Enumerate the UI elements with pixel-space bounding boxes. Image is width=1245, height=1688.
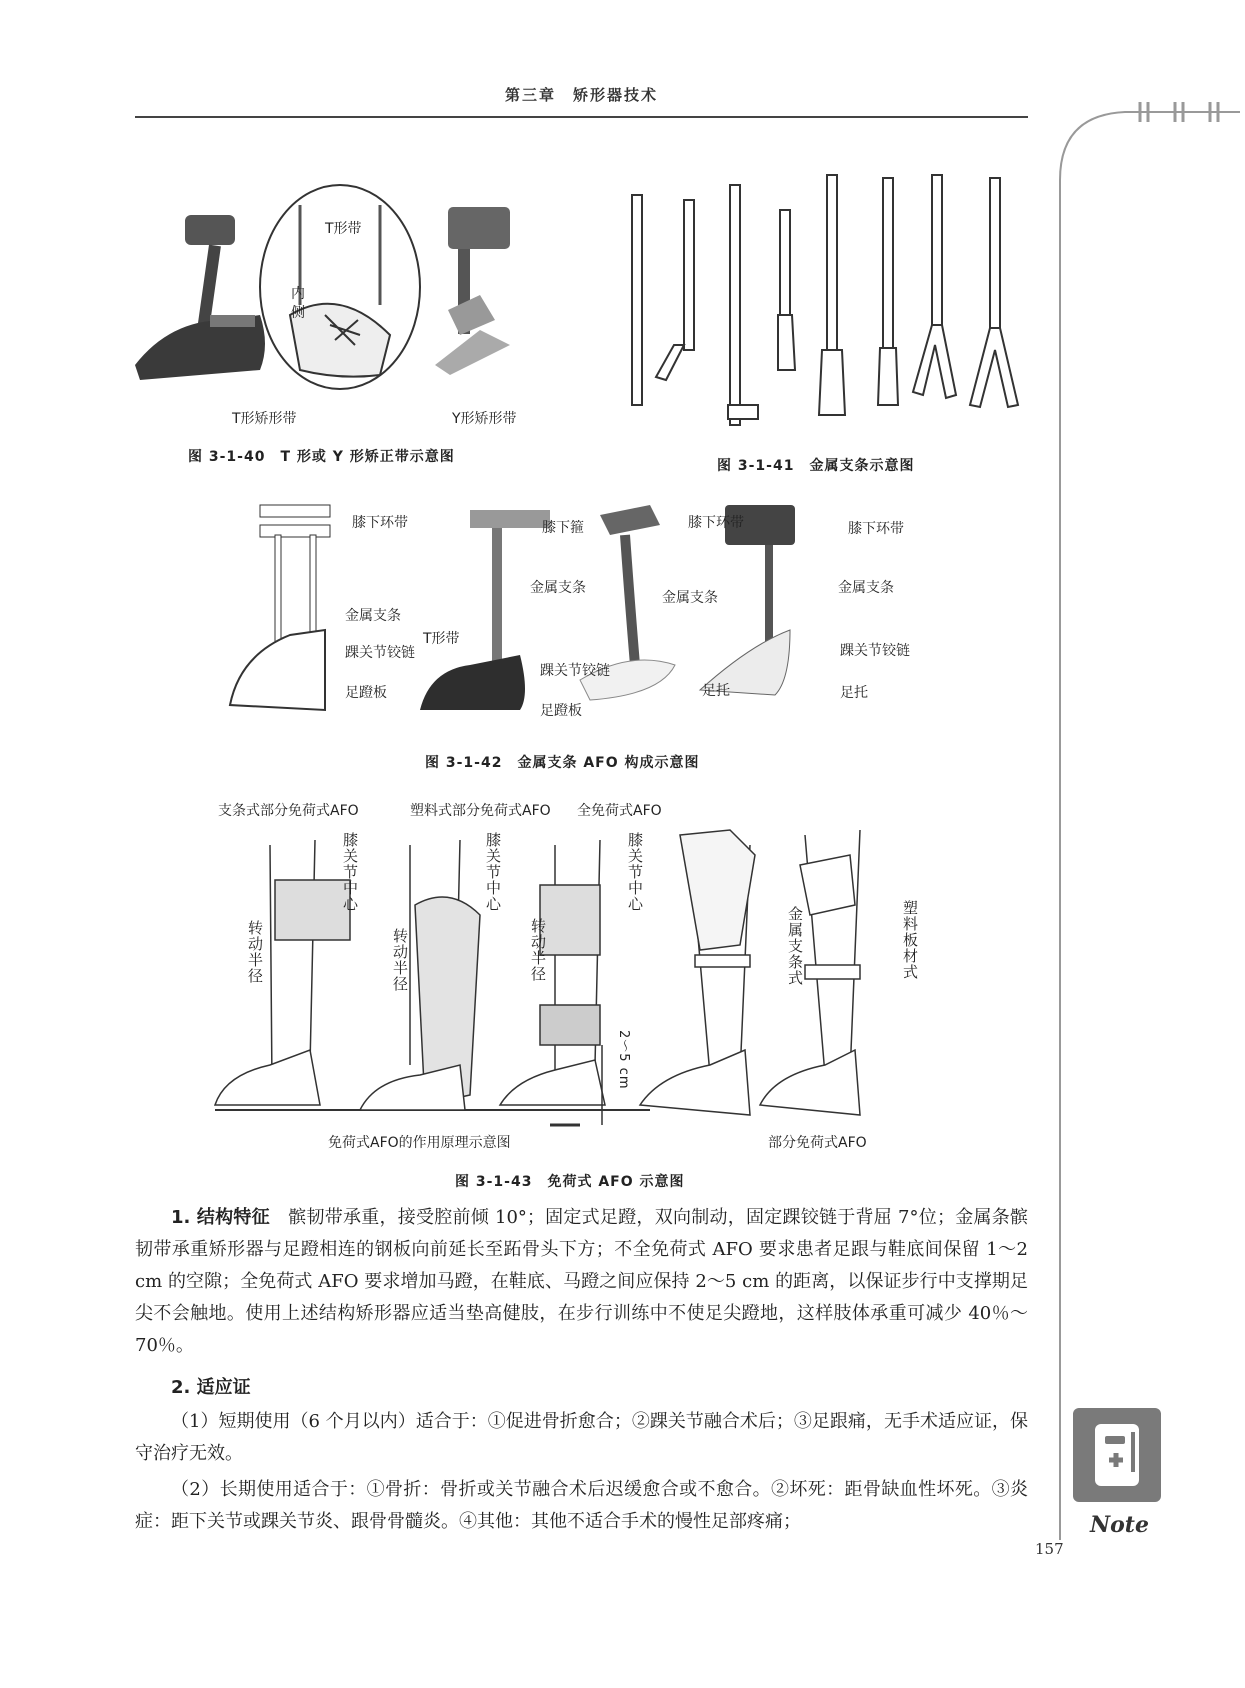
top-label-2: 塑料式部分免荷式AFO <box>410 803 551 819</box>
radius-label-2: 转动半径 <box>391 928 409 992</box>
figure-3-1-43-caption: 图 3-1-43 免荷式 AFO 示意图 <box>455 1174 685 1190</box>
chapter-header: 第三章 矫形器技术 <box>504 86 658 104</box>
top-label-3: 全免荷式AFO <box>577 803 662 819</box>
c-foot-label: 足托 <box>702 683 730 699</box>
top-label-1: 支条式部分免荷式AFO <box>218 803 359 819</box>
c-bar-label: 金属支条 <box>662 590 718 606</box>
section-2-title <box>171 1372 1028 1404</box>
figure-3-1-41-drawing <box>620 170 1030 430</box>
d-foot-label: 足托 <box>840 685 868 701</box>
bottom-left-label: 免荷式AFO的作用原理示意图 <box>328 1135 511 1151</box>
b-tstrap-label: T形带 <box>423 631 460 647</box>
b-hinge-label: 踝关节铰链 <box>540 663 610 679</box>
y-brace-label: Y形矫形带 <box>452 411 517 427</box>
d-ring-label: 膝下环带 <box>848 521 904 537</box>
a-plate-label: 足蹬板 <box>345 685 387 701</box>
figure-3-1-42-caption: 图 3-1-42 金属支条 AFO 构成示意图 <box>425 755 700 771</box>
paragraph-long-term: （2）长期使用适合于：①骨折：骨折或关节融合术后迟缓愈合或不愈合。②坏死：距骨缺血性坏死。③炎症：距下关节或踝关节炎、跟骨骨髓炎。④其他：其他不适合手术的慢性足部疼痛； <box>135 1479 1028 1532</box>
y-brace-illustration <box>435 207 510 375</box>
a-bar-label: 金属支条 <box>345 608 401 624</box>
knee-center-label-2: 膝关节中心 <box>484 832 502 912</box>
t-brace-illustration <box>135 215 265 380</box>
a-hinge-label: 踝关节铰链 <box>345 645 415 661</box>
page-number: 157 <box>1035 1540 1064 1558</box>
knee-center-label-1: 膝关节中心 <box>341 832 359 912</box>
note-glyph-icon <box>1073 1408 1161 1502</box>
inner-label-1: 内 <box>291 286 305 302</box>
inner-label-2: 侧 <box>291 305 305 321</box>
radius-label-1: 转动半径 <box>246 920 264 984</box>
section-1-title: 1. 结构特征 <box>171 1207 270 1228</box>
t-brace-label: T形矫形带 <box>232 411 297 427</box>
header-rule <box>135 116 1028 118</box>
section-1-text: 髌韧带承重，接受腔前倾 10°；固定式足蹬，双向制动，固定踝铰链于背屈 7°位；金属条髌韧带承重矫形器与足蹬相连的钢板向前延长至跖骨头下方；不全免荷式 AFO 要求患者足跟与鞋底间保留 1～2 cm 的空隙；全免荷式 AFO 要求增加马蹬，在鞋底、马蹬之间应保持 2～5 cm 的距离，以保证步行中支撑期足尖不会触地。使用上述结构矫形器应适当垫高健肢，在步行训练中不使足尖蹬地，这样肢体承重可减少 40％～70％。 <box>135 1207 1029 1356</box>
a-ring-label: 膝下环带 <box>352 515 408 531</box>
b-bar-label: 金属支条 <box>530 580 586 596</box>
figure-3-1-41-caption: 图 3-1-41 金属支条示意图 <box>717 458 915 474</box>
plastic-type-label: 塑料板材式 <box>901 900 919 980</box>
note-icon <box>1073 1408 1161 1502</box>
c-ring-label: 膝下环带 <box>688 515 744 531</box>
d-bar-label: 金属支条 <box>838 580 894 596</box>
bottom-right-label: 部分免荷式AFO <box>768 1135 867 1151</box>
section-structure <box>135 1202 1028 1362</box>
margin-decoration <box>1040 100 1245 1560</box>
metal-type-label: 金属支条式 <box>786 906 804 986</box>
section-2-title-text: 2. 适应证 <box>171 1377 251 1398</box>
b-plate-label: 足蹬板 <box>540 703 582 719</box>
radius-label-3: 转动半径 <box>529 918 547 982</box>
figure-3-1-40-caption: 图 3-1-40 T 形或 Y 形矫正带示意图 <box>188 449 455 465</box>
b-cuff-label: 膝下箍 <box>542 520 584 536</box>
distance-label: 2～5 cm <box>616 1030 631 1090</box>
d-hinge-label: 踝关节铰链 <box>840 643 910 659</box>
paragraph-short-term: （1）短期使用（6 个月以内）适合于：①促进骨折愈合；②踝关节融合术后；③足跟痛，无手术适应证，保守治疗无效。 <box>135 1411 1028 1464</box>
knee-center-label-3: 膝关节中心 <box>626 832 644 912</box>
figure-3-1-42-drawing <box>230 505 880 725</box>
note-label: Note <box>1090 1512 1149 1538</box>
t-strap-label: T形带 <box>325 221 362 237</box>
